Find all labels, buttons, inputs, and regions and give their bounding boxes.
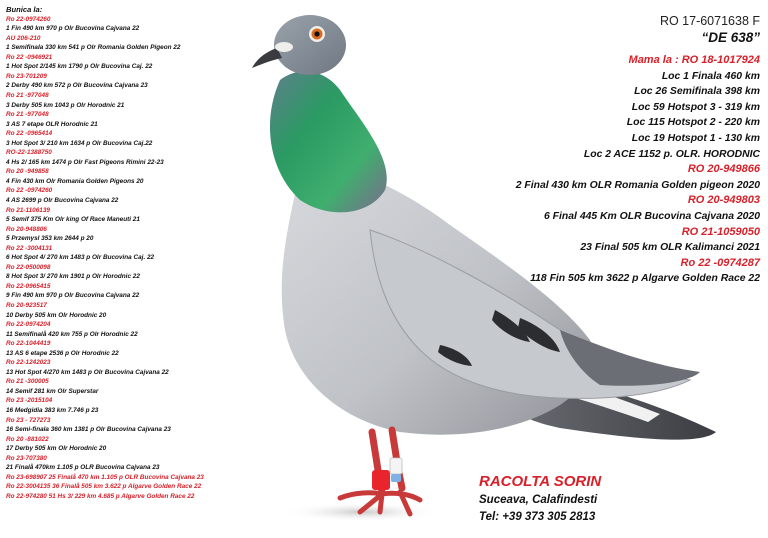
result-line: Loc 1 Finala 460 km [661, 70, 760, 82]
result-line: 1 Fin 490 km 970 p Olr Bucovina Cajvana 22 [6, 25, 140, 33]
result-line: 5 Przemysl 353 km 2644 p 20 [6, 235, 94, 243]
result-line: 21 Finalå 470km 1.105 p OLR Bucovina Cajvana 23 [6, 464, 160, 472]
ring-number: Ro 22-974280 51 Hs 3/ 229 km 4.685 p Algarve Golden Race 22 [6, 492, 195, 500]
ring-number: Ro 22-0965415 [6, 282, 51, 290]
pigeon-neck [270, 71, 387, 212]
result-line: Loc 26 Semifinala 398 km [634, 86, 760, 98]
ring-number: Ro 20-948806 [6, 225, 47, 233]
info-lines [430, 53, 760, 287]
ring-number: Ro 21 -300005 [6, 378, 49, 386]
leg-band-blue [391, 474, 401, 482]
result-line: 4 Fin 430 km Olr Romania Golden Pigeons 20 [6, 177, 144, 185]
result-line: 13 AS 6 etape 2536 p Olr Horodnic 22 [6, 349, 119, 357]
result-line: 8 Hot Spot 3/ 270 km 1901 p Olr Horodnic 22 [6, 273, 140, 281]
result-line: 10 Derby 505 km Olr Horodnic 20 [6, 311, 107, 319]
result-line: 3 Hot Spot 3/ 210 km 1634 p Olr Bucovina Caj.22 [6, 139, 153, 147]
ring-number: Ro 23-707380 [6, 454, 47, 462]
ring-number: Ro 21-1106139 [6, 206, 50, 214]
pigeon-name: “DE 638” [701, 30, 760, 45]
ring-number: Ro 21 -977048 [6, 91, 49, 99]
pedigree-intro: Bunica la: [6, 5, 43, 14]
result-line: Loc 59 Hotspot 3 - 319 km [631, 101, 760, 113]
result-line: 3 AS 7 etape OLR Horodnic 21 [6, 120, 98, 128]
ring-number: Ro 22 -0974287 [680, 256, 760, 269]
ring-number: Mama la : RO 18-1017924 [628, 54, 760, 66]
result-line: 6 Hot Spot 4/ 270 km 1483 p Olr Bucovina Caj. 22 [6, 254, 155, 262]
result-line: 3 Derby 505 km 1043 p Olr Horodnic 21 [6, 101, 125, 109]
ring-number: AU 206-210 [6, 34, 41, 42]
ring-number: Ro 22-0500098 [6, 263, 51, 271]
ring-number: Ro 22-3004135 36 Finalå 505 km 3.622 p Algarve Golden Race 22 [6, 483, 202, 491]
grandmother-pedigree [6, 5, 278, 501]
result-line: 4 AS 2699 p Olr Bucovina Cajvana 22 [6, 196, 119, 204]
ring-number: RO 20-949866 [687, 163, 760, 176]
result-line: 1 Semifinala 330 km 541 p Olr Romania Golden Pigeon 22 [6, 44, 181, 52]
ring-id: RO 17-6071638 F [659, 14, 760, 28]
result-line: Loc 115 Hotspot 2 - 220 km [626, 117, 760, 129]
result-line: 2 Derby 490 km 572 p Olr Bucovina Cajvana 23 [6, 82, 148, 90]
ring-number: Ro 22-0974260 [6, 15, 51, 23]
owner-phone: Tel: +39 373 305 2813 [479, 511, 596, 523]
result-line: Loc 2 ACE 1152 p. OLR. HORODNIC [583, 148, 760, 160]
result-line: 16 Medgidia 383 km 7.746 p 23 [6, 407, 99, 415]
result-line: 1 Hot Spot 2/145 km 1790 p Olr Bucovina Caj. 22 [6, 63, 153, 71]
ring-number: Ro 23-701209 [6, 72, 47, 80]
result-line: 14 Semif 281 km Olr Superstar [6, 387, 99, 395]
ring-number: Ro 23 - 727273 [6, 416, 51, 424]
pigeon-info [430, 13, 760, 287]
result-line: 6 Final 445 Km OLR Bucovina Cajvana 2020 [544, 210, 760, 222]
owner-block [479, 472, 759, 526]
ring-number: Ro 21 -977048 [6, 111, 49, 119]
result-line: 13 Hot Spot 4/270 km 1483 p Olr Bucovina Cajvana 22 [6, 368, 169, 376]
result-line: 11 Semifinalå 420 km 755 p Olr Horodnic 22 [6, 330, 138, 338]
ring-number: RO 21-1059050 [681, 225, 760, 238]
owner-location: Suceava, Calafindesti [479, 494, 598, 506]
ring-number: Ro 23-698907 25 Finalå 470 km 1.105 p OLR Bucovina Cajvana 23 [6, 473, 204, 481]
ring-number: Ro 22 -0946921 [6, 53, 53, 61]
leg-band-white [390, 458, 402, 474]
pigeon-pupil [314, 31, 319, 36]
result-line: 4 Hs 2/ 165 km 1474 p Olr Fast Pigeons Rimini 22-23 [6, 158, 164, 166]
ring-number: Ro 22-1242023 [6, 359, 51, 367]
result-line: 5 Semif 375 Km Olr king Of Race Maneuti 21 [6, 216, 140, 224]
ring-number: Ro 22 -3004131 [6, 244, 53, 252]
ring-number: Ro 22-0974204 [6, 321, 51, 329]
ring-number: Ro 20-923517 [6, 302, 47, 309]
ring-number: Ro 23 -2015104 [6, 397, 53, 405]
result-line: 23 Final 505 km OLR Kalimanci 2021 [580, 242, 760, 254]
ring-number: Ro 22-1044419 [6, 340, 51, 348]
ring-number: RO-22-1388750 [6, 149, 52, 157]
ring-number: Ro 22 -0974260 [6, 187, 53, 195]
ring-number: Ro 20 -949858 [6, 168, 49, 176]
owner-name: RACOLTA SORIN [479, 473, 602, 490]
ring-number: Ro 20 -881022 [6, 435, 49, 443]
result-line: 9 Fin 490 km 970 p Olr Bucovina Cajvana 22 [6, 292, 140, 300]
result-line: 2 Final 430 km OLR Romania Golden pigeon 2020 [515, 179, 760, 191]
leg-band-red [372, 470, 390, 490]
ring-number: RO 20-949803 [687, 194, 760, 207]
pedigree-list [6, 15, 278, 502]
result-line: 118 Fin 505 km 3622 p Algarve Golden Race 22 [530, 273, 760, 285]
result-line: 16 Semi-finala 360 km 1381 p Olr Bucovina Cajvana 23 [6, 426, 171, 434]
ring-number: Ro 22 -0965414 [6, 130, 53, 138]
result-line: 17 Derby 505 km Olr Horodnic 20 [6, 445, 107, 453]
result-line: Loc 19 Hotspot 1 - 130 km [631, 132, 760, 144]
